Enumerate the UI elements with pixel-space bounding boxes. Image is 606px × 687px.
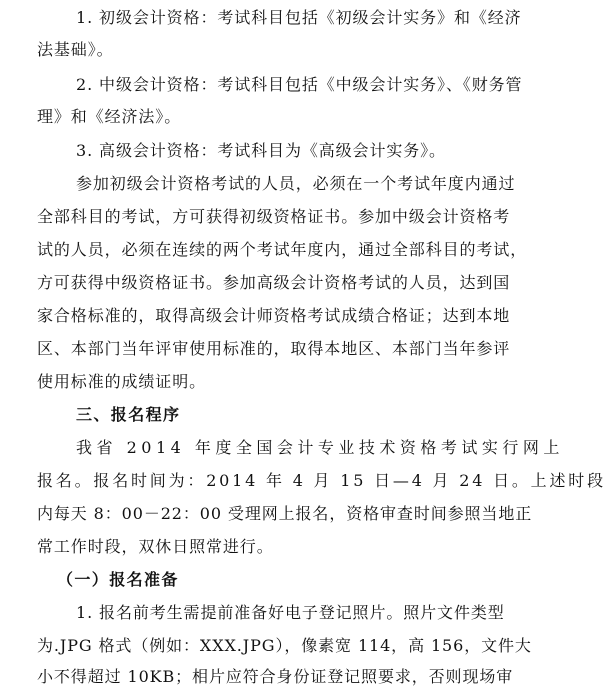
registration-line-2: 报名。报名时间为：2014 年 4 月 15 日—4 月 24 日。上述时段	[37, 471, 606, 490]
registration-line-1: 我省 2014 年度全国会计专业技术资格考试实行网上	[76, 438, 564, 457]
item-2-line-1: 2. 中级会计资格：考试科目包括《中级会计实务》、《财务管	[76, 75, 523, 94]
preparation-line-2: 为.JPG 格式（例如：XXX.JPG），像素宽 114，高 156，文件大	[37, 636, 532, 655]
paragraph-line-1: 参加初级会计资格考试的人员，必须在一个考试年度内通过	[76, 174, 516, 193]
paragraph-line-2: 全部科目的考试，方可获得初级资格证书。参加中级会计资格考	[37, 207, 511, 226]
item-1-line-2: 法基础》。	[37, 40, 114, 59]
registration-line-4: 常工作时段，双休日照常进行。	[37, 537, 274, 556]
paragraph-line-7: 使用标准的成绩证明。	[37, 372, 207, 391]
subsection-heading: （一）报名准备	[57, 570, 179, 589]
paragraph-line-6: 区、本部门当年评审使用标准的，取得本地区、本部门当年参评	[37, 339, 511, 358]
paragraph-line-4: 方可获得中级资格证书。参加高级会计资格考试的人员，达到国	[37, 273, 511, 292]
preparation-line-3: 小不得超过 10KB；相片应符合身份证登记照要求，否则现场审	[37, 667, 514, 686]
paragraph-line-3: 试的人员，必须在连续的两个考试年度内，通过全部科目的考试，	[37, 240, 528, 259]
item-2-line-2: 理》和《经济法》。	[37, 107, 182, 126]
item-1-line-1: 1. 初级会计资格：考试科目包括《初级会计实务》和《经济	[76, 8, 522, 27]
paragraph-line-5: 家合格标准的，取得高级会计师资格考试成绩合格证；达到本地	[37, 306, 511, 325]
registration-line-3: 内每天 8：00－22：00 受理网上报名，资格审查时间参照当地正	[37, 504, 533, 523]
preparation-line-1: 1. 报名前考生需提前准备好电子登记照片。照片文件类型	[76, 603, 505, 622]
item-3-line: 3. 高级会计资格：考试科目为《高级会计实务》。	[76, 141, 446, 160]
section-heading: 三、报名程序	[76, 405, 181, 424]
